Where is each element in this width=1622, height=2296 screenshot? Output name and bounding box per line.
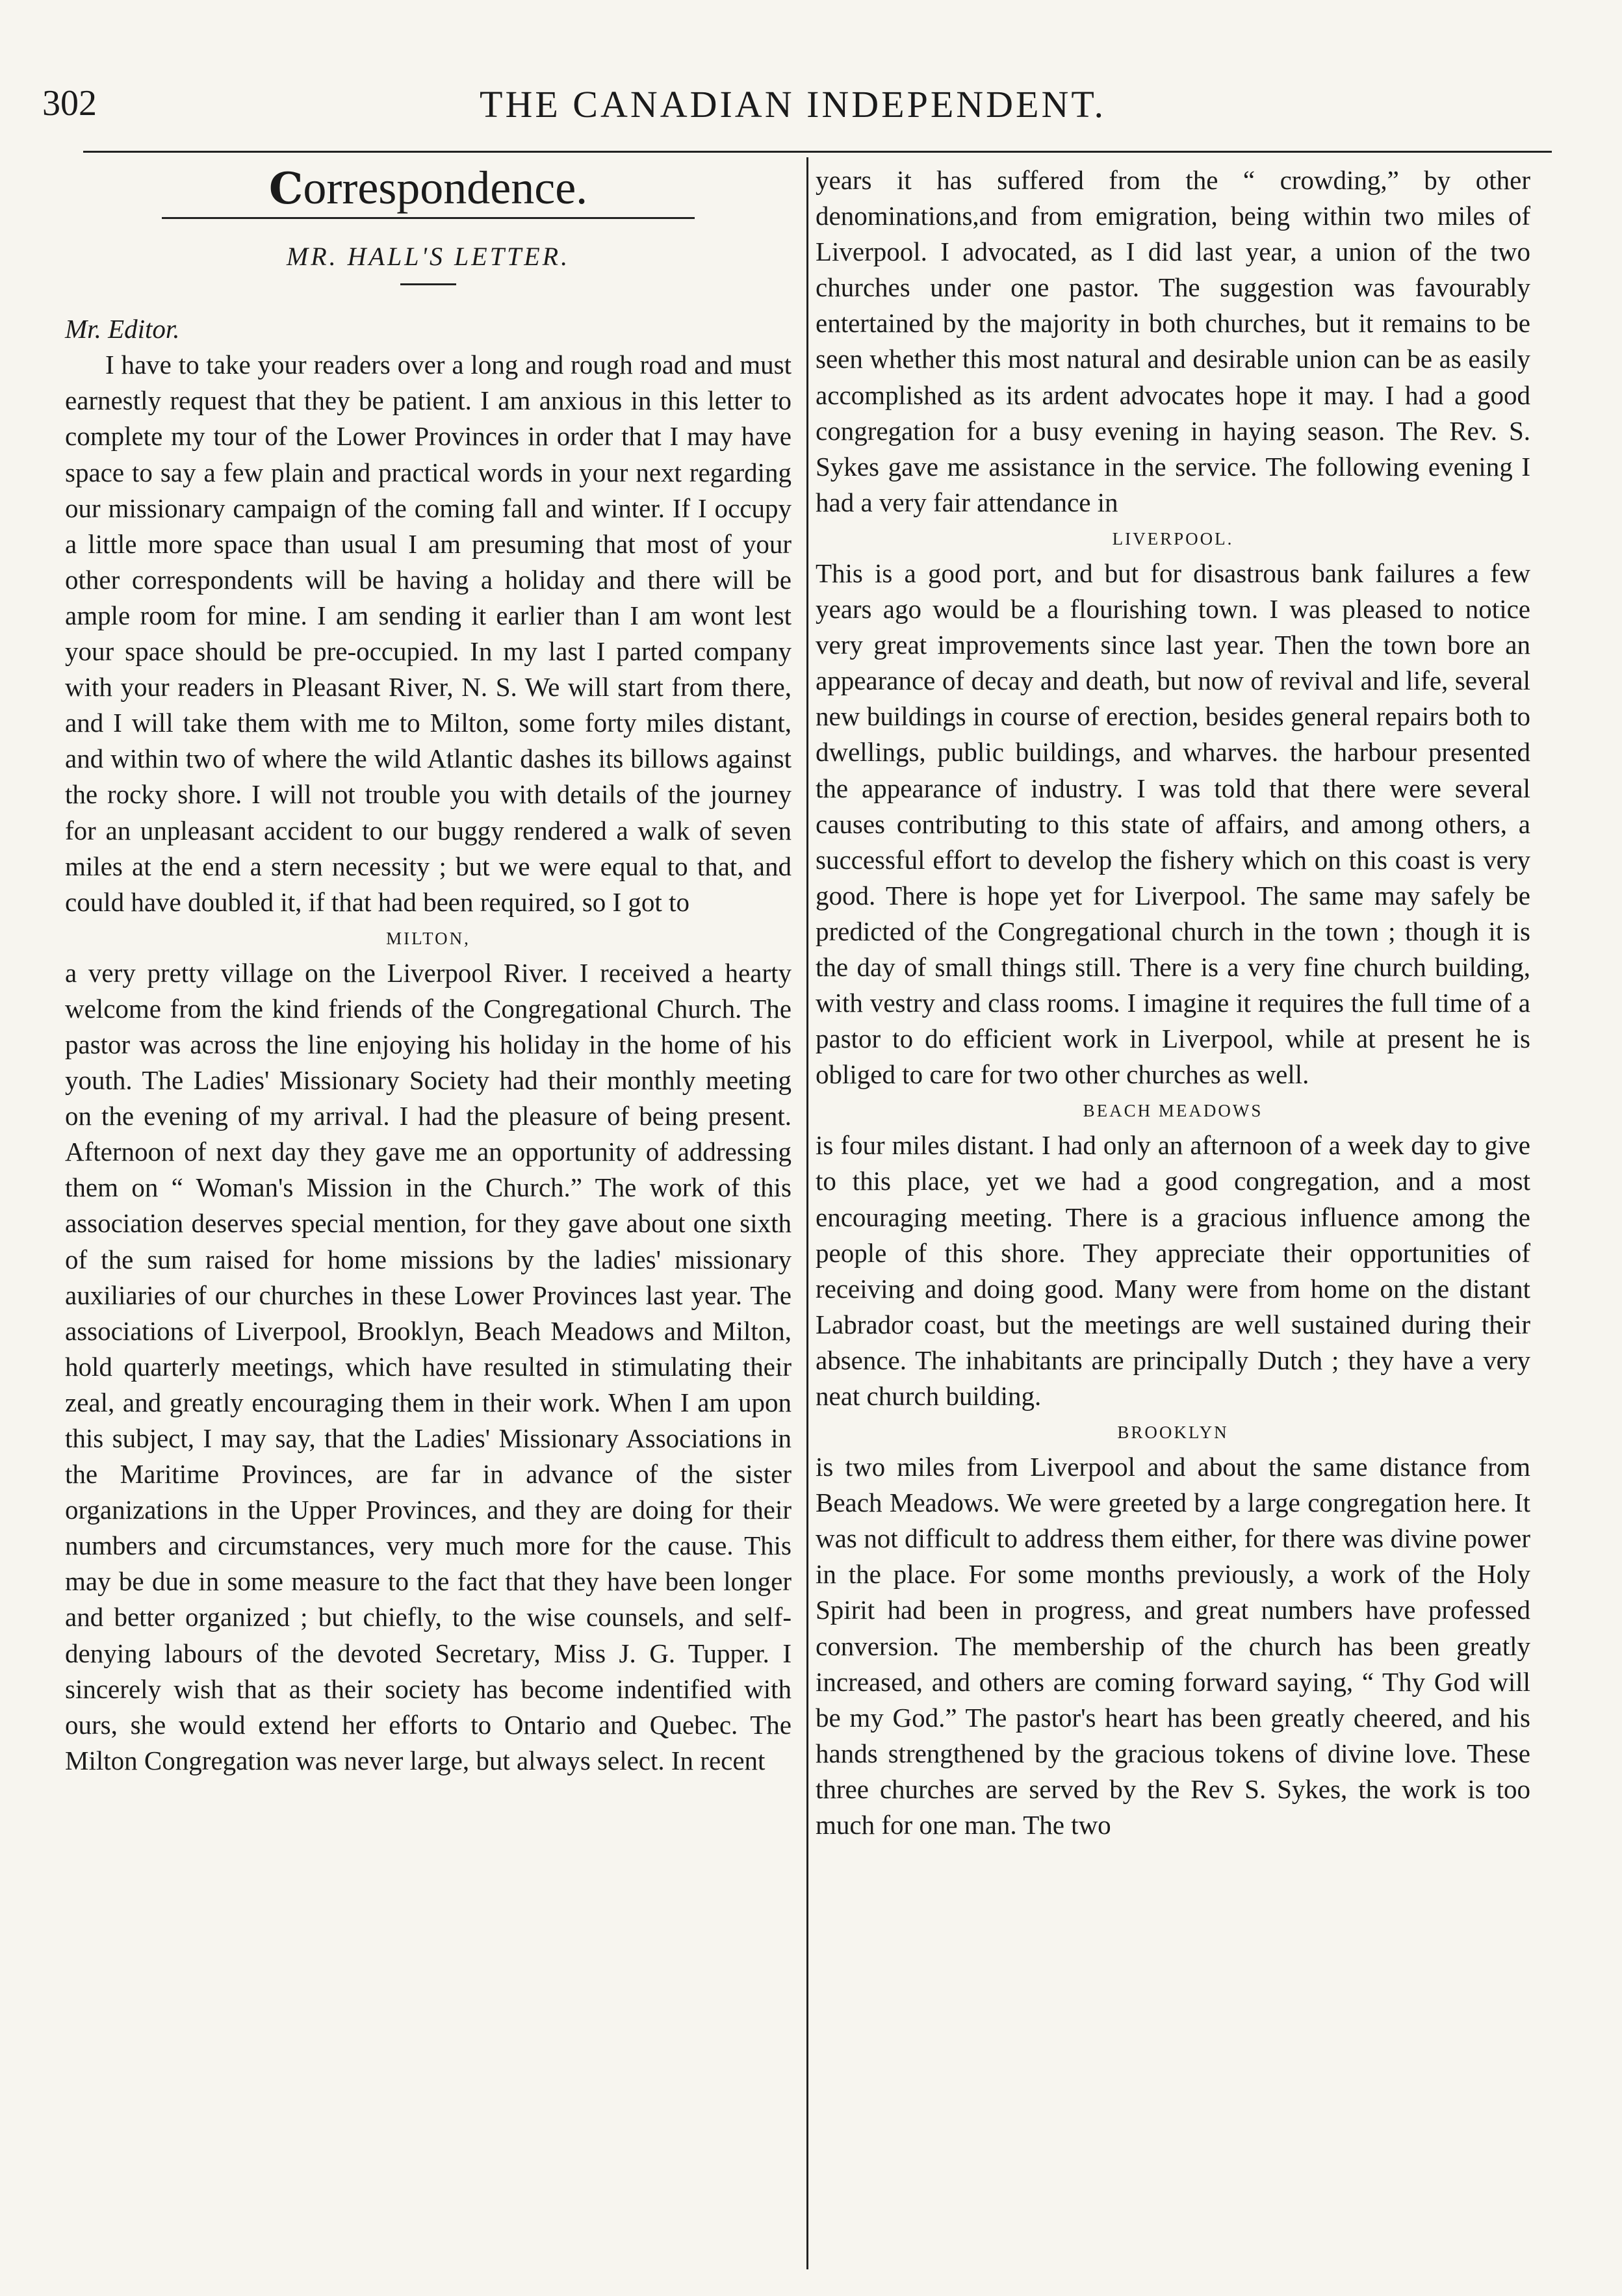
paragraph: is two miles from Liverpool and about the same distance from Beach Meadows. We were greeted by a large congregation here. It was not difficult to address them either, for there was divine power in the place. For some months previously, a work of the Holy Spirit had been in progress, and great numbers have professed conversion. The membership of the church has been greatly increased, and others are coming forward saying, “ Thy God will be my God.” The pastor's heart has been greatly cheered, and his hands strengthened by the gracious tokens of divine love. These three churches are served by the Rev S. Sykes, the work is too much for one man. The two [816, 1452, 1530, 1840]
section-heading [65, 162, 792, 214]
page-header [36, 75, 1550, 140]
left-column [65, 162, 792, 1779]
paragraph: a very pretty village on the Liverpool River. I received a hearty welcome from the kind friends of the Congregational Church. The pastor was across the line enjoying his holiday in the home of his youth. The Ladies' Missionary Society had their monthly meeting on the evening of my arrival. I had the pleasure of being present. Afternoon of next day they gave me an opportunity of addressing them on “ Woman's Mission in the Church.” The work of this association deserves special mention, for they gave about one sixth of the sum raised for home missions by the ladies' missionary auxiliaries of our churches in these Lower Provinces last year. The associations of Liverpool, Brooklyn, Beach Meadows and Milton, hold quarterly meetings, which have resulted in stimulating their zeal, and greatly encouraging them in their work. When I am upon this subject, I may say, that the Ladies' Missionary Associations in the Maritime Provinces, are far in advance of the sister organizations in the Upper Provinces, and they are doing for their numbers and circumstances, very much more for the cause. This may be due in some measure to the fact that they have been longer and better organized ; but chiefly, to the wise counsels, and self-denying labours of the devoted Secretary, Miss J. G. Tupper. I sincerely wish that as their society has become indentified with ours, she would extend her efforts to Ontario and Quebec. The Milton Congregation was never large, but always select. In recent [65, 957, 792, 1775]
place-heading-beach-meadows: BEACH MEADOWS [1083, 1101, 1263, 1121]
place-heading-liverpool: LIVERPOOL. [1112, 528, 1234, 548]
place-heading-brooklyn: BROOKLYN [1117, 1423, 1229, 1443]
letter-title: MR. HALL'S LETTER. [286, 242, 571, 272]
header-rule [83, 151, 1552, 153]
section-heading-initial: C [268, 163, 303, 214]
salutation: Mr. Editor. [65, 314, 180, 344]
paragraph: is four miles distant. I had only an afternoon of a week day to give to this place, yet we had a good congregation, and a most encouraging meeting. There is a gracious influence among the people of this shore. They appreciate their opportunities of receiving and doing good. Many were from home on the distant Labrador coast, but the meetings are well sustained during their absence. The inhabitants are principally Dutch ; they have a very neat church building. [816, 1130, 1530, 1411]
right-column [816, 162, 1530, 1843]
heading-rule [162, 217, 695, 219]
publication-title: THE CANADIAN INDEPENDENT. [480, 83, 1106, 125]
page-number: 302 [42, 83, 97, 123]
place-heading-milton: MILTON, [386, 928, 470, 948]
paragraph: This is a good port, and but for disastrous bank failures a few years ago would be a flourishing town. I was pleased to notice very great improvements since last year. Then the town bore an appearance of decay and death, but now of revival and life, several new buildings in course of erection, besides general repairs both to dwellings, public buildings, and wharves. the harbour presented the appearance of industry. I was told that there were several causes contributing to this state of affairs, and among others, a successful effort to develop the fishery which on this coast is very good. There is hope yet for Liverpool. The same may safely be predicted of the Congregational church in the town ; though it is the day of small things still. There is a very fine church building, with vestry and class rooms. I imagine it requires the full time of a pastor to do efficient work in Liverpool, while at present he is obliged to care for two other churches as well. [816, 558, 1530, 1090]
paragraph: years it has suffered from the “ crowding,” by other denominations,and from emigration, being within two miles of Liverpool. I advocated, as I did last year, a union of the two churches under one pastor. The suggestion was favourably entertained by the majority in both churches, but it remains to be seen whether this most natural and desirable union can be as easily accomplished as its ardent advocates hope it may. I had a good congregation for a busy evening in haying season. The Rev. S. Sykes gave me assistance in the service. The following evening I had a very fair attendance in [816, 165, 1530, 517]
section-heading-text: orrespondence. [303, 162, 588, 214]
title-rule [400, 283, 456, 285]
column-divider [806, 157, 808, 2269]
paragraph: I have to take your readers over a long and rough road and must earnestly request that they be patient. I am anxious in this letter to complete my tour of the Lower Provinces in order that I may have space to say a few plain and practical words in your next regarding our missionary campaign of the coming fall and winter. If I occupy a little more space than usual I am presuming that most of your other correspondents will be having a holiday and there will be ample room for mine. I am sending it earlier than I am wont lest your space should be pre-occupied. In my last I parted company with your readers in Pleasant River, N. S. We will start from there, and I will take them with me to Milton, some forty miles distant, and within two of where the wild Atlantic dashes its billows against the rocky shore. I will not trouble you with details of the journey for an unpleasant accident to our buggy rendered a walk of seven miles at the end a stern necessity ; but we were equal to that, and could have doubled it, if that had been required, so I got to [65, 350, 792, 917]
